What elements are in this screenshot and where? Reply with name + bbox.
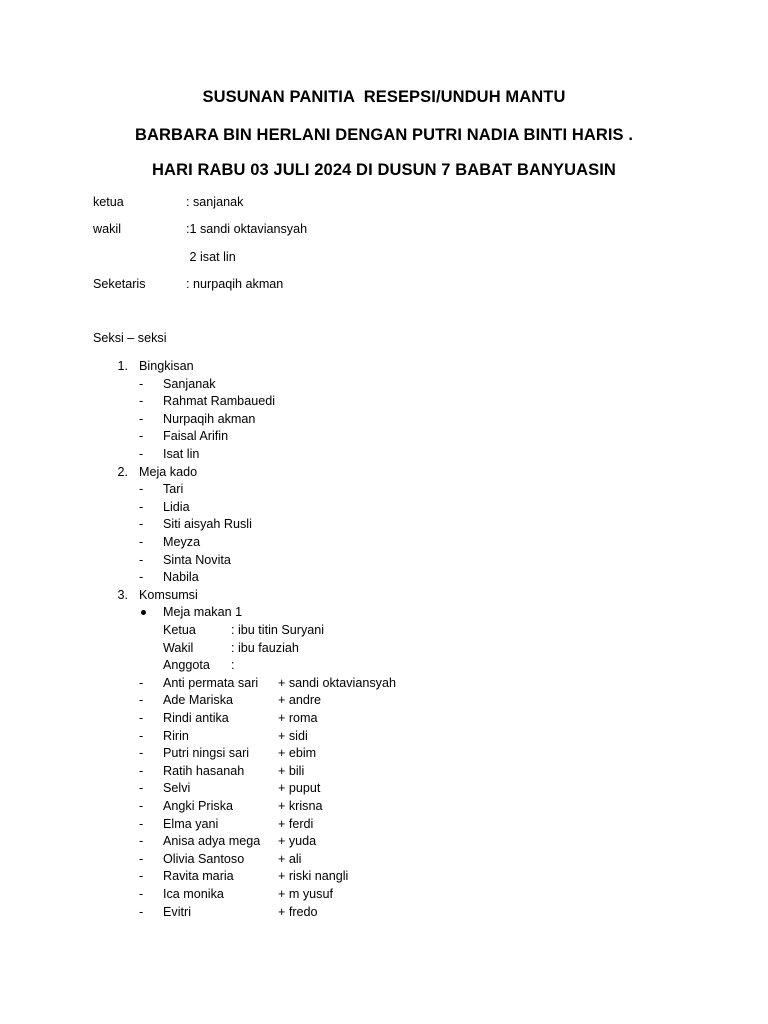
role-label: Anggota <box>163 658 210 673</box>
role-value: : <box>231 658 235 673</box>
member-name: Sinta Novita <box>163 552 231 567</box>
role-value: : ibu titin Suryani <box>231 623 325 637</box>
member-name: Tari <box>163 482 184 497</box>
member-name: Isat lin <box>163 447 200 461</box>
officer-value: : nurpaqih akman <box>186 277 284 291</box>
sections-heading: Seksi – seksi <box>93 331 167 345</box>
dash-marker: - <box>139 447 144 461</box>
dash-marker: - <box>139 376 144 391</box>
member-name: Anisa adya mega <box>163 834 261 849</box>
member-name: Ratih hasanah <box>163 763 245 778</box>
role-label: Ketua <box>163 623 196 637</box>
member-name: Anti permata sari <box>163 675 259 690</box>
partner-name: + riski nangli <box>278 869 349 884</box>
officer-value: :1 sandi oktaviansyah <box>186 222 308 236</box>
member-name: Nabila <box>163 570 199 585</box>
dash-marker: - <box>139 711 144 725</box>
dash-marker: - <box>139 499 144 514</box>
member-name: Ririn <box>163 728 189 743</box>
member-name: Rindi antika <box>163 711 229 725</box>
section-name: Bingkisan <box>139 359 194 373</box>
officer-label: Seketaris <box>93 277 146 291</box>
partner-name: + ali <box>278 851 302 866</box>
member-name: Sanjanak <box>163 376 216 391</box>
dash-marker: - <box>139 411 144 426</box>
member-name: Rahmat Rambauedi <box>163 394 276 409</box>
dash-marker: - <box>139 728 144 743</box>
dash-marker: - <box>139 517 144 532</box>
officer-value: 2 isat lin <box>186 250 236 264</box>
member-name: Ravita maria <box>163 869 234 884</box>
dash-marker: - <box>139 552 144 567</box>
member-name: Olivia Santoso <box>163 851 245 866</box>
partner-name: + ferdi <box>278 816 314 831</box>
partner-name: + ebim <box>278 746 317 761</box>
bullet-icon <box>141 610 146 615</box>
dash-marker: - <box>139 746 144 761</box>
title-line-3: HARI RABU 03 JULI 2024 DI DUSUN 7 BABAT BANYUASIN <box>152 161 616 179</box>
member-name: Elma yani <box>163 816 219 831</box>
partner-name: + roma <box>278 711 318 725</box>
dash-marker: - <box>139 781 144 796</box>
dash-marker: - <box>139 763 144 778</box>
partner-name: + puput <box>278 781 321 796</box>
member-name: Faisal Arifin <box>163 429 229 444</box>
partner-name: + bili <box>278 763 305 778</box>
section-name: Meja kado <box>139 464 198 479</box>
partner-name: + fredo <box>278 904 318 919</box>
dash-marker: - <box>139 799 144 813</box>
dash-marker: - <box>139 816 144 831</box>
dash-marker: - <box>139 887 144 901</box>
dash-marker: - <box>139 675 144 690</box>
officer-label: ketua <box>93 195 124 209</box>
dash-marker: - <box>139 482 144 497</box>
member-name: Evitri <box>163 904 191 919</box>
dash-marker: - <box>139 394 144 409</box>
member-name: Putri ningsi sari <box>163 746 250 761</box>
meja-makan-title: Meja makan 1 <box>163 605 243 620</box>
dash-marker: - <box>139 869 144 884</box>
section-number: 1. <box>117 359 128 373</box>
member-name: Siti aisyah Rusli <box>163 517 252 532</box>
dash-marker: - <box>139 904 144 919</box>
dash-marker: - <box>139 693 144 708</box>
dash-marker: - <box>139 429 144 444</box>
member-name: Ade Mariska <box>163 693 233 708</box>
member-name: Ica monika <box>163 887 224 901</box>
partner-name: + krisna <box>278 799 323 813</box>
dash-marker: - <box>139 535 144 549</box>
partner-name: + yuda <box>278 834 317 849</box>
partner-name: + sandi oktaviansyah <box>278 675 396 690</box>
member-name: Lidia <box>163 499 190 514</box>
member-name: Meyza <box>163 535 201 549</box>
dash-marker: - <box>139 834 144 849</box>
role-label: Wakil <box>163 640 194 655</box>
title-line-1: SUSUNAN PANITIA RESEPSI/UNDUH MANTU <box>202 88 566 106</box>
section-name: Komsumsi <box>139 587 198 602</box>
partner-name: + andre <box>278 693 322 708</box>
officer-value: : sanjanak <box>186 195 244 209</box>
member-name: Angki Priska <box>163 799 233 813</box>
section-number: 3. <box>117 587 128 602</box>
title-line-2: BARBARA BIN HERLANI DENGAN PUTRI NADIA BINTI HARIS . <box>134 126 634 144</box>
dash-marker: - <box>139 851 144 866</box>
partner-name: + sidi <box>278 728 308 743</box>
officer-label: wakil <box>93 222 121 236</box>
dash-marker: - <box>139 570 144 585</box>
partner-name: + m yusuf <box>278 887 333 901</box>
section-number: 2. <box>117 464 128 479</box>
member-name: Selvi <box>163 781 191 796</box>
member-name: Nurpaqih akman <box>163 411 256 426</box>
role-value: : ibu fauziah <box>231 640 299 655</box>
